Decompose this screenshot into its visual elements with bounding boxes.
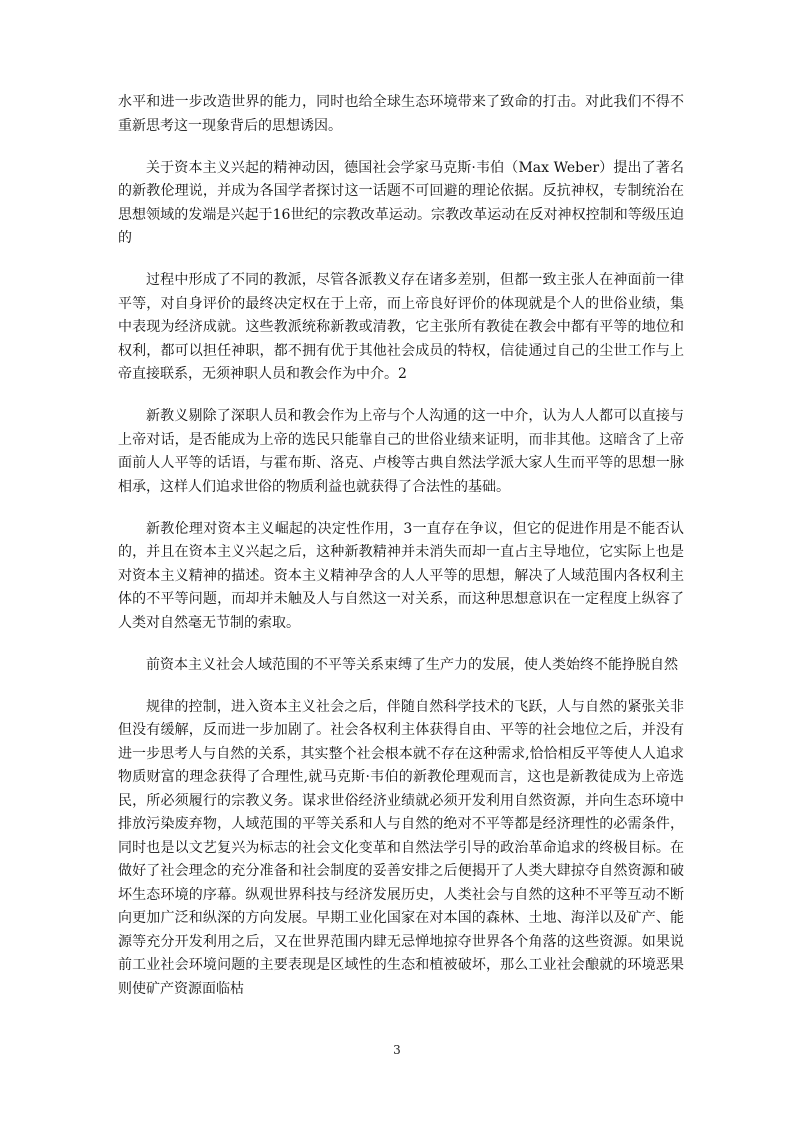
paragraph-4: 新教义剔除了深职人员和教会作为上帝与个人沟通的这一中介，认为人人都可以直接与上帝对话，是否能成为上帝的选民只能靠自己的世俗业绩来证明，而非其他。这暗含了上帝面前人人平等的话语，与霍布斯、洛克、卢梭等古典自然法学派大家人生而平等的思想一脉相承，这样人们追求世俗的物质利益也就获得了合法性的基础。	[118, 408, 684, 495]
paragraph-5: 新教伦理对资本主义崛起的决定性作用，3一直存在争议，但它的促进作用是不能否认的，并且在资本主义兴起之后，这种新教精神并未消失而却一直占主导地位，它实际上也是对资本主义精神的描述。资本主义精神孕含的人人平等的思想，解决了人域范围内各权利主体的不平等问题，而却并未触及人与自然这一对关系，而这种思想意识在一定程度上纵容了人类对自然毫无节制的索取。	[118, 520, 684, 631]
page-number: 3	[393, 1043, 401, 1057]
paragraph-1: 水平和进一步改造世界的能力，同时也给全球生态环境带来了致命的打击。对此我们不得不重新思考这一现象背后的思想诱因。	[118, 94, 684, 134]
paragraph-6: 前资本主义社会人域范围的不平等关系束缚了生产力的发展，使人类始终不能挣脱自然	[146, 656, 678, 673]
paragraph-7: 规律的控制，进入资本主义社会之后，伴随自然科学技术的飞跃，人与自然的紧张关非但没有缓解，反而进一步加剧了。社会各权利主体获得自由、平等的社会地位之后，并没有进一步思考人与自然的关系，其实整个社会根本就不存在这种需求,恰恰相反平等使人人追求物质财富的理念获得了合理性,就马克斯·韦伯的新教伦理观而言，这也是新教徒成为上帝选民，所必须履行的宗教义务。谋求世俗经济业绩就必须开发利用自然资源，并向生态环境中排放污染废弃物，人域范围的平等关系和人与自然的绝对不平等都是经济理性的必需条件，同时也是以文艺复兴为标志的社会文化变革和自然法学引导的政治革命追求的终极目标。在做好了社会理念的充分准备和社会制度的妥善安排之后便揭开了人类大肆掠夺自然资源和破坏生态环境的序幕。纵观世界科技与经济发展历史，人类社会与自然的这种不平等互动不断向更加广泛和纵深的方向发展。早期工业化国家在对本国的森林、土地、海洋以及矿产、能源等充分开发利用之后，又在世界范围内肆无忌惮地掠夺世界各个角落的这些资源。如果说前工业社会环境问题的主要表现是区域性的生态和植被破坏，那么工业社会酿就的环境恶果则使矿产资源面临枯	[118, 698, 684, 997]
paragraph-2: 关于资本主义兴起的精神动因，德国社会学家马克斯·韦伯（Max Weber）提出了著名的新教伦理说，并成为各国学者探讨这一话题不可回避的理论依据。反抗神权，专制统治在思想领域的发端是兴起于16世纪的宗教改革运动。宗教改革运动在反对神权控制和等级压迫的	[118, 159, 684, 246]
paragraph-3: 过程中形成了不同的教派，尽管各派教义存在诸多差别，但都一致主张人在神面前一律平等，对自身评价的最终决定权在于上帝，而上帝良好评价的体现就是个人的世俗业绩，集中表现为经济成就。这些教派统称新教或清教，它主张所有教徒在教会中都有平等的地位和权利，都可以担任神职，都不拥有优于其他社会成员的特权，信徒通过自己的尘世工作与上帝直接联系，无须神职人员和教会作为中介。2	[118, 272, 684, 382]
page-body	[118, 91, 684, 1020]
